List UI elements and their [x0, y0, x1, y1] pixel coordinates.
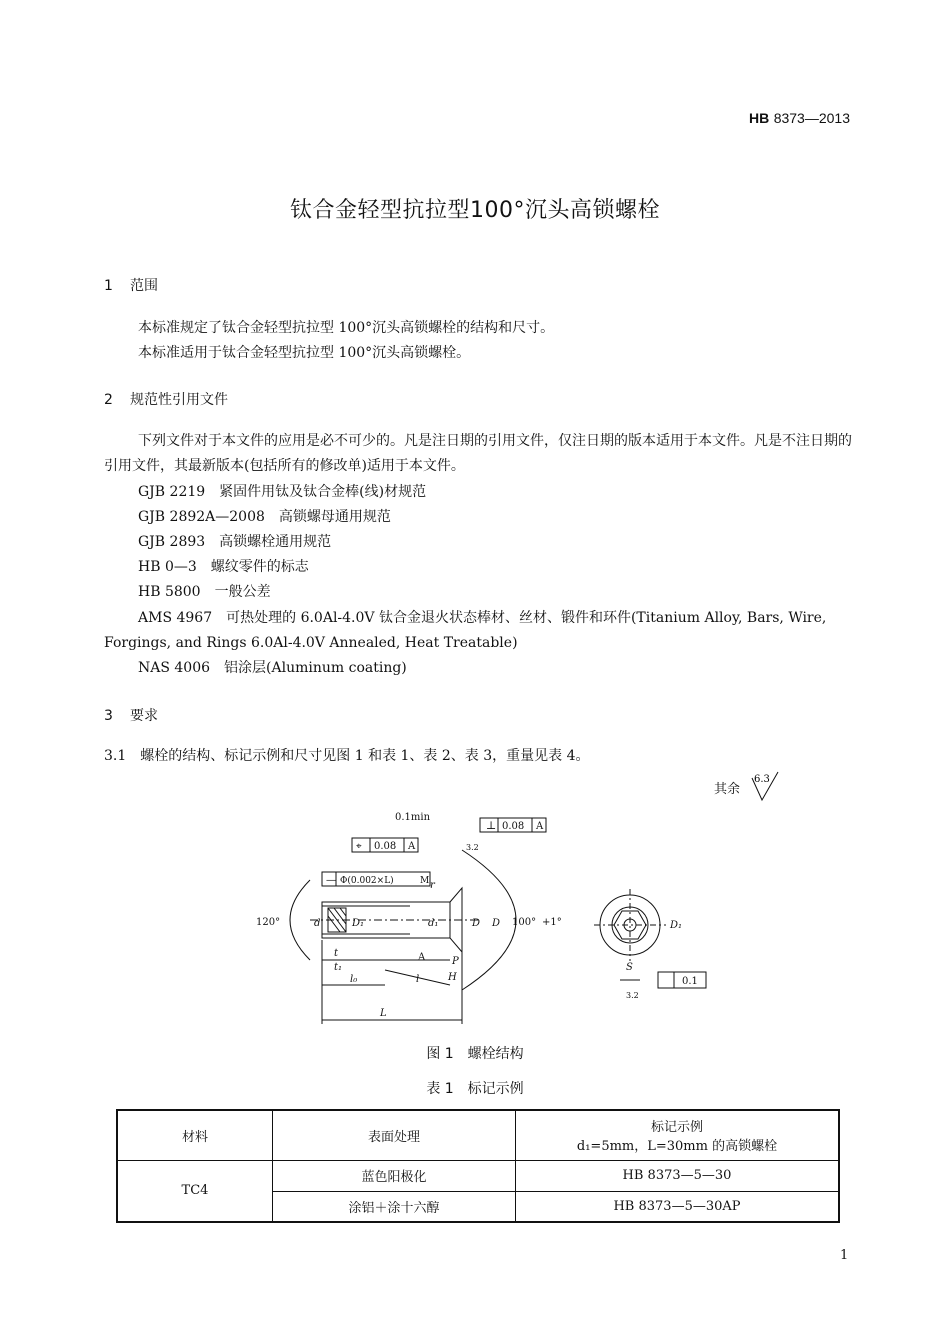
section-2-heading — [104, 389, 228, 409]
mark-cell: HB 8373—5—30 — [516, 1160, 840, 1191]
svg-text:r: r — [430, 880, 435, 891]
chamfer-angle-arc — [290, 880, 310, 960]
svg-text:d₁: d₁ — [428, 918, 439, 929]
clause-3-1: 3.1 螺栓的结构、标记示例和尺寸见图 1 和表 1、表 2、表 3，重量见表 4。 — [104, 748, 590, 764]
svg-text:3.2: 3.2 — [626, 991, 639, 1000]
table-caption: 表 1 标记示例 — [426, 1081, 524, 1097]
header-surface: 表面处理 — [273, 1110, 516, 1160]
svg-text:d: d — [314, 918, 321, 929]
page-title: 钛合金轻型抗拉型100°沉头高锁螺栓 — [290, 198, 660, 223]
svg-text:L: L — [380, 1008, 387, 1019]
svg-text:⊥: ⊥ — [486, 819, 497, 832]
header-material: 材料 — [117, 1110, 273, 1160]
remark-value: 6.3 — [754, 774, 770, 785]
reference-item: HB 5800 一般公差 — [138, 584, 271, 600]
svg-text:0.1min: 0.1min — [395, 812, 431, 823]
section-number: 1 — [104, 278, 113, 294]
figure-caption: 图 1 螺栓结构 — [426, 1046, 524, 1062]
references-intro: 下列文件对于本文件的应用是必不可少的。凡是注日期的引用文件，仅注日期的版本适用于本文件。凡是不注日期的引用文件，其最新版本(包括所有的修改单)适用于本文件。 — [104, 433, 852, 474]
reference-item: GJB 2893 高锁螺栓通用规范 — [138, 534, 332, 550]
svg-text:0.08: 0.08 — [502, 821, 525, 832]
svg-text:S: S — [626, 962, 633, 973]
svg-text:0.08: 0.08 — [374, 841, 397, 852]
svg-text:Φ(0.002×L): Φ(0.002×L) — [340, 876, 394, 886]
section-title: 范围 — [130, 278, 158, 294]
standard-number: 8373—2013 — [773, 110, 850, 126]
svg-text:A: A — [536, 821, 544, 832]
section-1-heading — [104, 275, 158, 295]
svg-text:t: t — [334, 948, 339, 959]
svg-text:A: A — [418, 952, 426, 963]
section-title: 规范性引用文件 — [130, 392, 228, 408]
reference-item: GJB 2219 紧固件用钛及钛合金棒(线)材规范 — [138, 484, 427, 500]
scope-paragraph-2: 本标准适用于钛合金轻型抗拉型 100°沉头高锁螺栓。 — [138, 345, 471, 361]
svg-text:P: P — [452, 956, 459, 967]
surface-cell: 蓝色阳极化 — [273, 1160, 516, 1191]
bolt-structure-drawing — [250, 770, 790, 1030]
reference-item-ams: AMS 4967 可热处理的 6.0Al-4.0V 钛合金退火状态棒材、丝材、锻件和环件(Titanium Alloy, Bars, Wire, Forgings, and Rings 6.0Al-4.0V Annealed, Heat Treatable) — [104, 610, 827, 651]
svg-text:D: D — [472, 918, 481, 929]
reference-item-nas: NAS 4006 铝涂层(Aluminum coating) — [138, 660, 407, 676]
section-number: 2 — [104, 392, 113, 408]
section-3-heading — [104, 705, 158, 725]
remark-text: 其余 — [714, 782, 741, 797]
surface-cell: 涂铝＋涂十六醇 — [273, 1191, 516, 1222]
svg-text:A: A — [408, 841, 416, 852]
svg-text:D: D — [492, 918, 501, 929]
section-number: 3 — [104, 708, 113, 724]
header-mark: 标记示例 d₁=5mm，L=30mm 的高锁螺栓 — [516, 1110, 840, 1160]
svg-text:—: — — [326, 875, 336, 886]
svg-text:D₁: D₁ — [670, 920, 683, 931]
svg-text:⌖: ⌖ — [356, 841, 362, 852]
svg-text:120°: 120° — [256, 917, 281, 928]
reference-item: HB 0—3 螺纹零件的标志 — [138, 559, 309, 575]
svg-text:l₀: l₀ — [350, 974, 358, 985]
svg-text:M: M — [420, 876, 430, 886]
standard-code — [700, 110, 850, 127]
marking-example-table — [116, 1109, 840, 1223]
svg-text:+1°: +1° — [542, 917, 562, 928]
svg-text:l: l — [416, 974, 420, 985]
svg-text:100°: 100° — [512, 917, 537, 928]
mark-cell: HB 8373—5—30AP — [516, 1191, 840, 1222]
svg-text:D₁: D₁ — [352, 918, 365, 929]
svg-text:3.2: 3.2 — [466, 843, 479, 852]
svg-text:t₁: t₁ — [334, 962, 343, 973]
reference-item: GJB 2892A—2008 高锁螺母通用规范 — [138, 509, 391, 525]
page-number: 1 — [840, 1248, 849, 1263]
standard-prefix: HB — [749, 110, 770, 126]
svg-text:H: H — [448, 972, 457, 983]
material-cell: TC4 — [117, 1160, 273, 1222]
svg-text:0.1: 0.1 — [682, 976, 698, 987]
scope-paragraph-1: 本标准规定了钛合金轻型抗拉型 100°沉头高锁螺栓的结构和尺寸。 — [138, 320, 555, 336]
section-title: 要求 — [130, 708, 158, 724]
